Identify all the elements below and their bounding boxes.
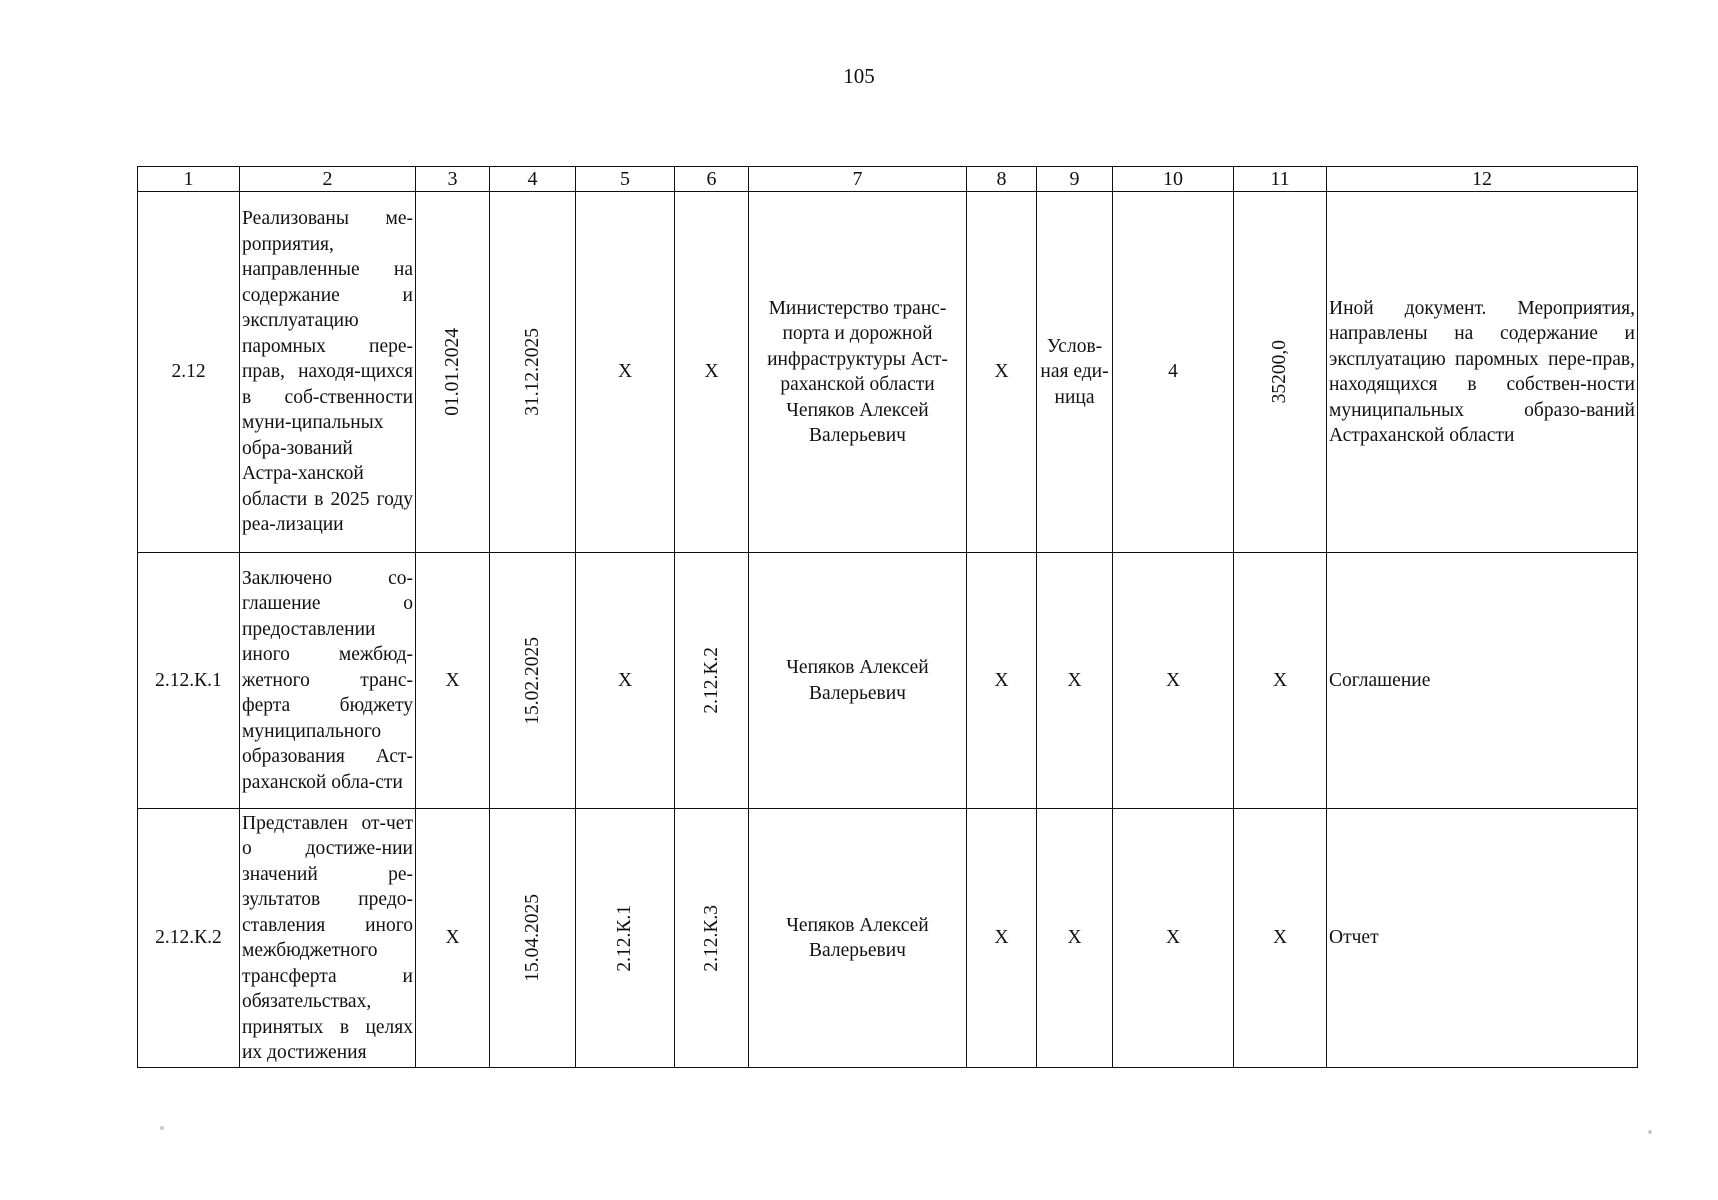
amount-text: 35200,0	[1269, 340, 1291, 404]
activity-table	[137, 166, 1638, 1068]
column-header: 3	[416, 167, 490, 192]
start-date-text: 01.01.2024	[441, 328, 463, 416]
predecessor-text: 2.12.К.1	[614, 904, 636, 972]
quantity: X	[1113, 553, 1234, 809]
column-header: 4	[490, 167, 576, 192]
predecessor: X	[576, 192, 675, 553]
column-header: 11	[1234, 167, 1327, 192]
amount: X	[1234, 553, 1327, 809]
document-type: Соглашение	[1327, 553, 1638, 809]
predecessor: X	[576, 553, 675, 809]
successor	[675, 553, 749, 809]
successor	[675, 809, 749, 1068]
column-header: 8	[967, 167, 1037, 192]
predecessor	[576, 809, 675, 1068]
column-header: 7	[749, 167, 967, 192]
successor-text: 2.12.К.2	[700, 647, 722, 714]
end-date-text: 15.04.2025	[521, 894, 543, 982]
activity-description: Реализованы ме-роприятия, направленные на содержание и эксплуатацию паромных пере-прав, находя-щихся в соб-ственности муни-ципальных обра-зований Астра-ханской области в 2025 году реа-лизации	[240, 192, 416, 553]
end-date	[490, 192, 576, 553]
document-type: Иной документ. Мероприятия, направлены на содержание и эксплуатацию паромных пере-прав, находящихся в собствен-ности муниципальных образо-ваний Астраханской области	[1327, 192, 1638, 553]
activity-description: Представлен от-чет о достиже-нии значений ре-зультатов предо-ставления иного межбюджетного трансферта и обязательствах, принятых в целях их достижения	[240, 809, 416, 1068]
responsible: Чепяков Алексей Валерьевич	[749, 809, 967, 1068]
table-row	[138, 192, 1638, 553]
column-header: 6	[675, 167, 749, 192]
unit: X	[1037, 553, 1113, 809]
unit: Услов-ная еди-ница	[1037, 192, 1113, 553]
col-8-value: X	[967, 553, 1037, 809]
column-header: 1	[138, 167, 240, 192]
document-type: Отчет	[1327, 809, 1638, 1068]
row-number: 2.12.К.2	[138, 809, 240, 1068]
end-date	[490, 809, 576, 1068]
table-row	[138, 809, 1638, 1068]
unit: X	[1037, 809, 1113, 1068]
responsible: Министерство транс-порта и дорожной инфраструктуры Аст-раханской области Чепяков Алексей Валерьевич	[749, 192, 967, 553]
successor: X	[675, 192, 749, 553]
column-header: 2	[240, 167, 416, 192]
amount: X	[1234, 809, 1327, 1068]
column-header: 5	[576, 167, 675, 192]
end-date-text: 31.12.2025	[521, 328, 543, 416]
column-number-header	[138, 167, 1638, 192]
column-header: 10	[1113, 167, 1234, 192]
col-8-value: X	[967, 192, 1037, 553]
start-date: X	[416, 553, 490, 809]
col-8-value: X	[967, 809, 1037, 1068]
start-date	[416, 192, 490, 553]
quantity: 4	[1113, 192, 1234, 553]
amount	[1234, 192, 1327, 553]
scan-speck	[1648, 1130, 1652, 1134]
page-number: 105	[843, 64, 875, 88]
successor-text: 2.12.К.3	[700, 904, 722, 972]
quantity: X	[1113, 809, 1234, 1068]
column-header: 9	[1037, 167, 1113, 192]
table-row	[138, 553, 1638, 809]
scan-speck	[160, 1126, 164, 1130]
start-date: X	[416, 809, 490, 1068]
end-date	[490, 553, 576, 809]
responsible: Чепяков Алексей Валерьевич	[749, 553, 967, 809]
column-header: 12	[1327, 167, 1638, 192]
row-number: 2.12.К.1	[138, 553, 240, 809]
row-number: 2.12	[138, 192, 240, 553]
activity-description: Заключено со-глашение о предоставлении иного межбюд-жетного транс-ферта бюджету муниципального образования Аст-раханской обла-сти	[240, 553, 416, 809]
end-date-text: 15.02.2025	[521, 636, 543, 725]
